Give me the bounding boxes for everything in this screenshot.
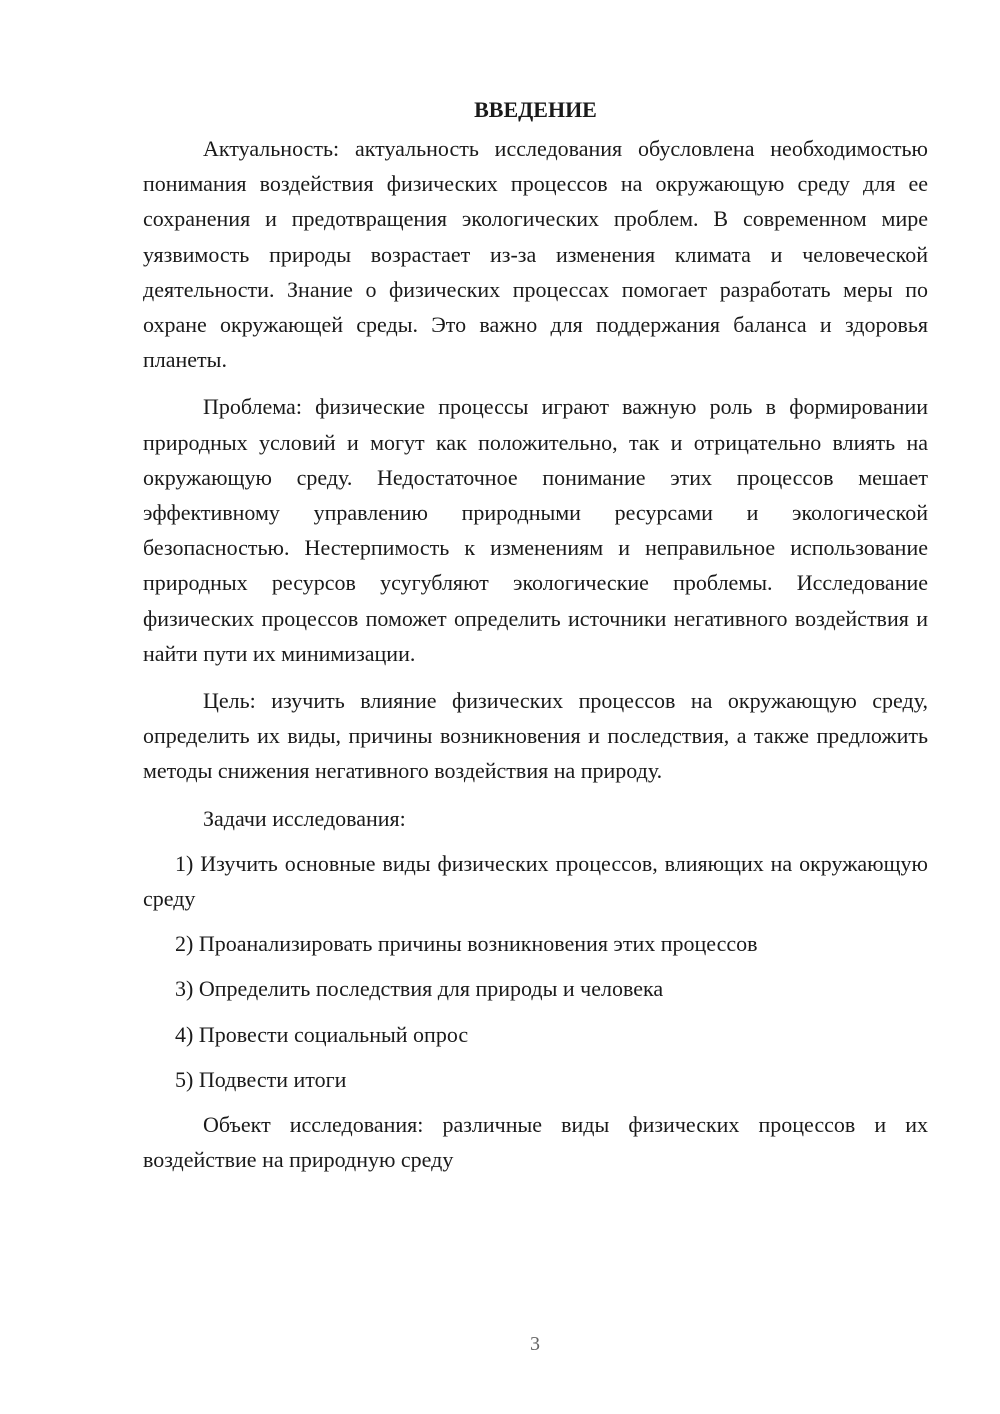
page-number: 3: [530, 1333, 540, 1355]
paragraph-goal: Цель: изучить влияние физических процессов на окружающую среду, определить их виды, причины возникновения и последствия, а также предложить методы снижения негативного воздействия на природу.: [143, 688, 928, 784]
paragraph-problem: Проблема: физические процессы играют важную роль в формировании природных условий и могут как положительно, так и отрицательно влиять на окружающую среду. Недостаточное понимание этих процессов мешает эффективному управлению природными ресурсами и экологической безопасностью. Нестерпимость к изменениям и неправильное использование природных ресурсов усугубляют экологические проблемы. Исследование физических процессов поможет определить источники негативного воздействия и найти пути их минимизации.: [143, 394, 928, 666]
paragraph-object: Объект исследования: различные виды физических процессов и их воздействие на природную среду: [143, 1112, 928, 1173]
task-item: 2) Проанализировать причины возникновения этих процессов: [175, 931, 758, 957]
task-item: 4) Провести социальный опрос: [175, 1021, 469, 1047]
page-title: ВВЕДЕНИЕ: [474, 97, 597, 122]
task-item: 5) Подвести итоги: [175, 1066, 347, 1092]
task-item: 1) Изучить основные виды физических процессов, влияющих на окружающую среду: [143, 850, 928, 912]
paragraph-relevance: Актуальность: актуальность исследования обусловлена необходимостью понимания воздействия физических процессов на окружающую среду для ее сохранения и предотвращения экологических проблем. В современном мире уязвимость природы возрастает из-за изменения климата и человеческой деятельности. Знание о физических процессах помогает разработать меры по охране окружающей среды. Это важно для поддержания баланса и здоровья планеты.: [143, 136, 928, 373]
task-item: 3) Определить последствия для природы и человека: [175, 976, 664, 1002]
document-page: [143, 92, 928, 1189]
tasks-list: [143, 846, 928, 1097]
tasks-heading: Задачи исследования:: [203, 805, 406, 831]
